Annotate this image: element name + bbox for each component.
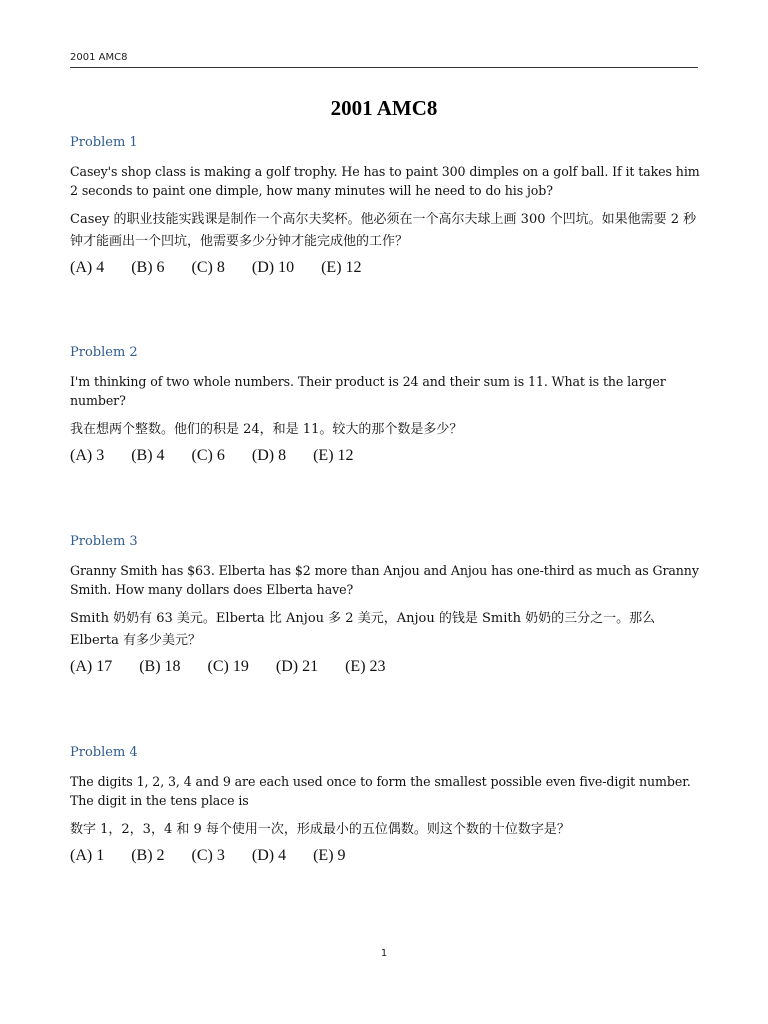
choice-b: (B) 2 <box>131 847 165 864</box>
choice-e: (E) 9 <box>313 847 346 864</box>
document-title: 2001 AMC8 <box>330 96 438 120</box>
problem-text-chinese: 数字 1，2，3，4 和 9 每个使用一次，形成最小的五位偶数。则这个数的十位数字是？ <box>70 822 570 837</box>
choice-c: (C) 6 <box>191 447 225 464</box>
choice-d: (D) 10 <box>251 259 295 276</box>
problem-1 <box>70 134 700 279</box>
answer-choices <box>70 257 700 279</box>
running-header: 2001 AMC8 <box>70 52 128 63</box>
choice-d: (D) 8 <box>251 447 287 464</box>
choice-d: (D) 4 <box>251 847 287 864</box>
problem-heading: Problem 4 <box>70 745 138 760</box>
choice-a: (A) 4 <box>70 259 105 276</box>
problem-text-english: Casey's shop class is making a golf trophy. He has to paint 300 dimples on a golf ball. If it takes him 2 seconds to paint one dimple, how many minutes will he need to do his job? <box>70 164 700 198</box>
problem-4 <box>70 744 700 867</box>
choice-c: (C) 19 <box>207 658 249 675</box>
problem-text-english: The digits 1, 2, 3, 4 and 9 are each used once to form the smallest possible even five-digit number. The digit in the tens place is <box>70 774 691 808</box>
page-number: 1 <box>380 948 388 959</box>
header-rule <box>70 67 698 68</box>
problem-text-chinese: Casey 的职业技能实践课是制作一个高尔夫奖杯。他必须在一个高尔夫球上画 300 个凹坑。如果他需要 2 秒钟才能画出一个凹坑，他需要多少分钟才能完成他的工作？ <box>70 212 697 249</box>
problem-text-chinese: 我在想两个整数。他们的积是 24，和是 11。较大的那个数是多少？ <box>70 422 463 437</box>
choice-e: (E) 12 <box>313 447 354 464</box>
choice-c: (C) 8 <box>191 259 225 276</box>
problem-text-english: Granny Smith has $63. Elberta has $2 more than Anjou and Anjou has one-third as much as Granny Smith. How many dollars does Elberta have? <box>70 563 699 597</box>
choice-e: (E) 12 <box>321 259 362 276</box>
choice-a: (A) 3 <box>70 447 105 464</box>
choice-e: (E) 23 <box>345 658 386 675</box>
choice-b: (B) 4 <box>131 447 165 464</box>
problem-text-english: I'm thinking of two whole numbers. Their product is 24 and their sum is 11. What is the larger number? <box>70 374 666 408</box>
choice-b: (B) 6 <box>131 259 165 276</box>
choice-a: (A) 17 <box>70 658 113 675</box>
choice-c: (C) 3 <box>191 847 225 864</box>
answer-choices <box>70 845 700 867</box>
choice-d: (D) 21 <box>275 658 319 675</box>
answer-choices <box>70 445 700 467</box>
problem-2 <box>70 344 700 467</box>
answer-choices <box>70 656 700 678</box>
choice-b: (B) 18 <box>139 658 181 675</box>
problem-heading: Problem 2 <box>70 345 138 360</box>
problem-heading: Problem 1 <box>70 135 138 150</box>
problem-3 <box>70 533 700 678</box>
problem-text-chinese: Smith 奶奶有 63 美元。Elberta 比 Anjou 多 2 美元，Anjou 的钱是 Smith 奶奶的三分之一。那么 Elberta 有多少美元？ <box>70 611 656 648</box>
choice-a: (A) 1 <box>70 847 105 864</box>
problem-heading: Problem 3 <box>70 534 138 549</box>
